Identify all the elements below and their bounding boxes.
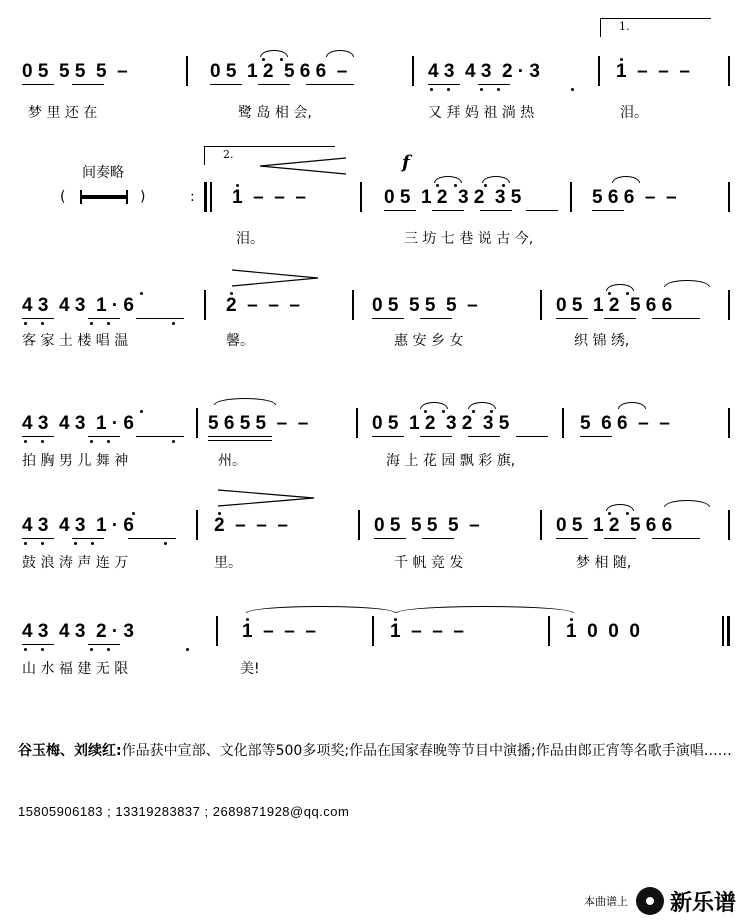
octave-dot	[626, 512, 629, 515]
measure-6-2: 1 – – –	[242, 621, 316, 642]
beam	[420, 318, 452, 319]
barline	[728, 182, 730, 212]
lyric: 美!	[240, 661, 260, 677]
low-dot	[164, 542, 167, 545]
low-dot	[41, 648, 44, 651]
barline	[412, 56, 414, 86]
low-dot	[74, 542, 77, 545]
credits	[18, 740, 733, 762]
barline	[540, 290, 542, 320]
low-dot	[107, 648, 110, 651]
watermark-logo	[584, 886, 736, 916]
tie	[606, 284, 634, 291]
beam	[516, 436, 548, 437]
barline	[548, 616, 550, 646]
interlude-paren-close: )	[140, 189, 146, 205]
beam	[372, 318, 404, 319]
lyric: 又 拜 妈 祖 淌 热	[428, 105, 535, 121]
beam	[22, 84, 54, 85]
lyrics-row-5	[0, 554, 748, 574]
beam	[258, 84, 290, 85]
measure-5-1: 4 3 4 3 1 · 6	[22, 515, 134, 536]
barline	[728, 56, 730, 86]
octave-dot	[394, 618, 397, 621]
lyrics-row-1	[0, 104, 748, 124]
octave-dot	[490, 410, 493, 413]
measure-4-4: 5 6 6 – –	[580, 413, 670, 434]
low-dot	[24, 322, 27, 325]
octave-dot	[472, 410, 475, 413]
low-dot	[24, 648, 27, 651]
lyric: 鼓 浪 涛 声 连 万	[22, 555, 129, 571]
measure-3-3: 0 5 5 5 5 –	[372, 295, 478, 316]
lyrics-row-3	[0, 332, 748, 352]
measure-1-3: 4 3 4 3 2 · 3	[428, 61, 540, 82]
low-dot	[90, 648, 93, 651]
barline	[728, 510, 730, 540]
low-dot	[107, 440, 110, 443]
beam	[468, 436, 500, 437]
final-barline	[727, 616, 730, 646]
beam	[374, 538, 406, 539]
notes-row-2	[0, 186, 748, 218]
measure-5-4: 0 5 1 2 5 6 6	[556, 515, 673, 536]
credits-names: 谷玉梅、刘续红:	[18, 743, 122, 759]
tie	[482, 176, 510, 183]
barline	[598, 56, 600, 86]
lyric: 梦 里 还 在	[28, 105, 98, 121]
measure-5-3: 0 5 5 5 5 –	[374, 515, 480, 536]
barline	[728, 408, 730, 438]
barline	[540, 510, 542, 540]
barline	[196, 510, 198, 540]
measure-6-4: 1 0 0 0	[566, 621, 640, 642]
low-dot	[90, 440, 93, 443]
beam	[208, 440, 272, 441]
beam	[422, 538, 454, 539]
barline	[372, 616, 374, 646]
measure-3-1: 4 3 4 3 1 · 6	[22, 295, 134, 316]
low-dot	[24, 440, 27, 443]
beam	[22, 318, 54, 319]
interlude-label: 间奏略	[82, 165, 124, 181]
beam	[210, 84, 242, 85]
lyric: 鹭 岛 相 会,	[238, 105, 312, 121]
measure-2-1: 1 – – –	[232, 187, 306, 208]
tie	[618, 402, 646, 409]
low-dot	[447, 88, 450, 91]
beam	[136, 436, 184, 437]
beam	[556, 538, 588, 539]
beam	[420, 436, 452, 437]
octave-dot	[570, 618, 573, 621]
notes-row-4	[0, 412, 748, 444]
measure-5-2: 2 – – –	[214, 515, 288, 536]
tie	[396, 606, 574, 613]
lyric: 梦 相 随,	[576, 555, 632, 571]
low-dot	[24, 542, 27, 545]
notes-row-5	[0, 514, 748, 546]
lyric: 泪。	[236, 231, 264, 247]
lyric: 千 帆 竞 发	[394, 555, 464, 571]
octave-dot	[442, 410, 445, 413]
beam	[384, 210, 416, 211]
barline	[210, 182, 212, 212]
octave-dot	[620, 58, 623, 61]
tie	[606, 504, 634, 511]
watermark-prefix: 本曲谱上	[583, 895, 628, 908]
beam	[88, 318, 120, 319]
low-dot	[497, 88, 500, 91]
beam	[136, 318, 184, 319]
lyric: 织 锦 绣,	[574, 333, 630, 349]
beam	[428, 84, 460, 85]
tie	[420, 402, 448, 409]
octave-dot	[140, 292, 143, 295]
octave-dot	[246, 618, 249, 621]
beam	[480, 210, 512, 211]
tie	[664, 280, 710, 287]
low-dot	[91, 542, 94, 545]
lyric: 惠 安 乡 女	[394, 333, 464, 349]
octave-dot	[454, 184, 457, 187]
beam	[478, 84, 510, 85]
lyric: 三 坊 七 巷 说 古 今,	[404, 231, 534, 247]
barline	[570, 182, 572, 212]
repeat-barline	[204, 182, 207, 212]
beam	[72, 538, 104, 539]
beam	[72, 84, 104, 85]
tie	[246, 606, 396, 613]
beam	[372, 436, 404, 437]
decrescendo-hairpin-icon	[230, 268, 320, 288]
low-dot	[90, 322, 93, 325]
octave-dot	[280, 58, 283, 61]
beam	[592, 210, 624, 211]
tie	[326, 50, 354, 57]
octave-dot	[502, 184, 505, 187]
barline	[352, 290, 354, 320]
beam	[208, 436, 272, 437]
beam	[652, 318, 700, 319]
lyrics-row-6	[0, 660, 748, 680]
barline	[358, 510, 360, 540]
beam	[22, 436, 54, 437]
low-dot	[186, 648, 189, 651]
low-dot	[172, 440, 175, 443]
barline	[562, 408, 564, 438]
barline	[216, 616, 218, 646]
lyric: 山 水 福 建 无 限	[22, 661, 129, 677]
measure-2-3: 5 6 6 – –	[592, 187, 677, 208]
notes-row-6	[0, 620, 748, 652]
octave-dot	[436, 184, 439, 187]
low-dot	[430, 88, 433, 91]
tie	[612, 176, 640, 183]
measure-4-3: 0 5 1 2 3 2 3 5	[372, 413, 510, 434]
tie	[664, 500, 710, 507]
measure-2-2: 0 5 1 2 3 2 3 5	[384, 187, 522, 208]
low-dot	[107, 322, 110, 325]
beam	[556, 318, 588, 319]
record-disc-icon	[636, 887, 664, 915]
watermark-brand: 新乐谱	[669, 890, 736, 916]
lyric: 海 上 花 园 飘 彩 旗,	[386, 453, 516, 469]
lyric: 泪。	[620, 105, 648, 121]
beam	[22, 538, 54, 539]
barline	[196, 408, 198, 438]
tie	[214, 398, 276, 405]
beam	[604, 538, 636, 539]
beam	[526, 210, 558, 211]
measure-1-2: 0 5 1 2 5 6 6 –	[210, 61, 348, 82]
crescendo-hairpin-icon	[258, 156, 348, 176]
lyric: 馨。	[226, 333, 254, 349]
tie	[468, 402, 496, 409]
measure-4-2: 5 6 5 5 – –	[208, 413, 309, 434]
lyrics-row-2	[0, 230, 748, 250]
octave-dot	[608, 292, 611, 295]
lyric: 里。	[214, 555, 242, 571]
volta-1: 1.	[600, 18, 711, 37]
tie	[434, 176, 462, 183]
repeat-sign: :	[190, 189, 195, 205]
octave-dot	[608, 512, 611, 515]
low-dot	[571, 88, 574, 91]
lyric: 州。	[218, 453, 246, 469]
beam	[432, 210, 464, 211]
low-dot	[41, 542, 44, 545]
octave-dot	[484, 184, 487, 187]
beam	[22, 644, 54, 645]
barline	[186, 56, 188, 86]
octave-dot	[140, 410, 143, 413]
beam	[128, 538, 176, 539]
barline	[360, 182, 362, 212]
measure-4-1: 4 3 4 3 1 · 6	[22, 413, 134, 434]
beam	[604, 318, 636, 319]
barline	[204, 290, 206, 320]
beam	[580, 436, 612, 437]
notes-row-1	[0, 60, 748, 92]
contact-info: 15805906183 ; 13319283837 ; 2689871928@qq.com	[18, 804, 350, 819]
volta-2: 2.	[204, 146, 335, 165]
tie	[260, 50, 288, 57]
octave-dot	[262, 58, 265, 61]
octave-dot	[132, 512, 135, 515]
measure-3-4: 0 5 1 2 5 6 6	[556, 295, 673, 316]
interlude-paren-open: (	[60, 189, 66, 205]
barline	[722, 616, 724, 646]
dynamic-forte: f	[402, 152, 410, 173]
octave-dot	[218, 512, 221, 515]
decrescendo-hairpin-icon	[216, 488, 316, 508]
measure-1-1: 0 5 5 5 5 –	[22, 61, 128, 82]
beam	[306, 84, 354, 85]
barline	[728, 290, 730, 320]
octave-dot	[424, 410, 427, 413]
beam	[88, 436, 120, 437]
measure-6-3: 1 – – –	[390, 621, 464, 642]
notes-row-3	[0, 294, 748, 326]
lyrics-row-4	[0, 452, 748, 472]
low-dot	[41, 440, 44, 443]
low-dot	[172, 322, 175, 325]
measure-1-4: 1 – – –	[616, 61, 690, 82]
low-dot	[480, 88, 483, 91]
lyric: 客 家 土 楼 唱 温	[22, 333, 129, 349]
octave-dot	[230, 292, 233, 295]
credits-text: 作品获中宣部、文化部等500多项奖;作品在国家春晚等节目中演播;作品由郎正宵等名歌手演唱……	[121, 743, 732, 759]
measure-3-2: 2 – – –	[226, 295, 300, 316]
measure-6-1: 4 3 4 3 2 · 3	[22, 621, 134, 642]
beam	[88, 644, 120, 645]
octave-dot	[236, 184, 239, 187]
low-dot	[41, 322, 44, 325]
beam	[652, 538, 700, 539]
lyric: 拍 胸 男 儿 舞 神	[22, 453, 129, 469]
barline	[356, 408, 358, 438]
octave-dot	[626, 292, 629, 295]
